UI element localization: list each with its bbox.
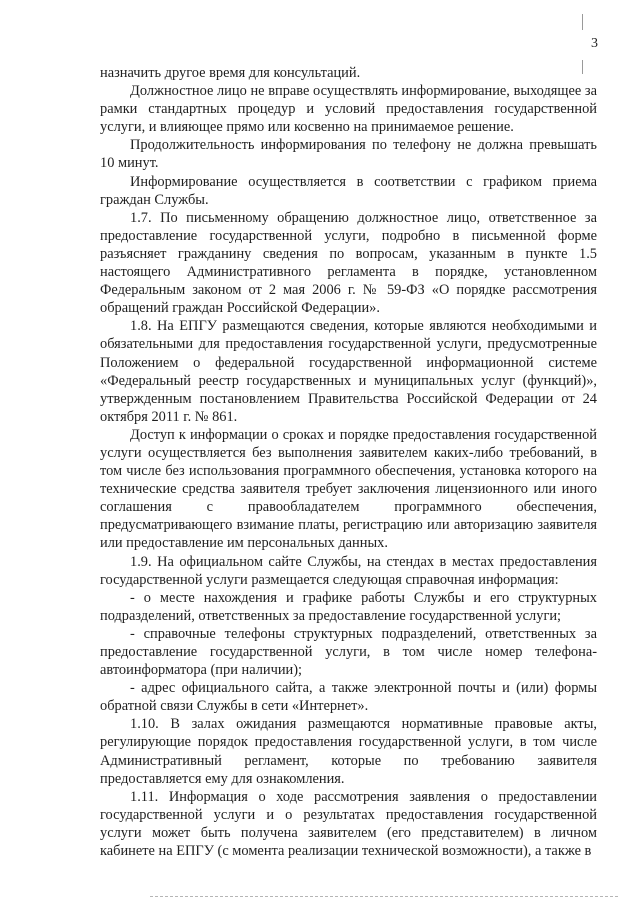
paragraph: Продолжительность информирования по телефону не должна превышать 10 минут.	[100, 137, 597, 172]
paragraph-continuation: назначить другое время для консультаций.	[100, 65, 361, 81]
scan-edge-mark	[582, 14, 583, 30]
page-number: 3	[591, 36, 598, 51]
scan-artifact-line	[150, 896, 618, 898]
clause-1-11: 1.11. Информация о ходе рассмотрения заявления о предоставлении государственной услуги и о результатах предоставления государственной услуги может быть получена заявителем (его представителем) в личном кабинете на ЕПГУ (с момента реализации технической возможности), а также в	[100, 788, 597, 860]
paragraph: Доступ к информации о сроках и порядке предоставления государственной услуги осуществляется без выполнения заявителем каких-либо требований, в том числе без использования программного обеспечения, установка которого на технические средства заявителя требует заключения лицензионного или иного соглашения с правообладателем программного обеспечения, предусматривающего взимание платы, регистрацию или авторизацию заявителя или предоставление им персональных данных.	[100, 426, 597, 552]
list-item: - о месте нахождения и графике работы Службы и его структурных подразделений, ответственных за предоставление государственной услуги;	[100, 589, 597, 624]
clause-1-8: 1.8. На ЕПГУ размещаются сведения, которые являются необходимыми и обязательными для предоставления государственной услуги, предусмотренные Положением о федеральной государственной информационной системе «Федеральный реестр государственных и муниципальных услуг (функций)», утвержденным постановлением Правительства Российской Федерации от 24 октября 2011 г. № 861.	[100, 318, 597, 425]
clause-1-10: 1.10. В залах ожидания размещаются нормативные правовые акты, регулирующие порядок предоставления государственной услуги, в том числе Административный регламент, которые по требованию заявителя предоставляется ему для ознакомления.	[100, 716, 597, 787]
list-item: - адрес официального сайта, а также электронной почты и (или) формы обратной связи Службы в сети «Интернет».	[100, 680, 597, 715]
clause-1-9: 1.9. На официальном сайте Службы, на стендах в местах предоставления государственной услуги размещается следующая справочная информация:	[100, 553, 597, 588]
paragraph: Должностное лицо не вправе осуществлять информирование, выходящее за рамки стандартных процедур и условий предоставления государственной услуги, и влияющее прямо или косвенно на принимаемое решение.	[100, 83, 597, 136]
clause-1-7: 1.7. По письменному обращению должностное лицо, ответственное за предоставление государственной услуги, подробно в письменной форме разъясняет гражданину сведения по вопросам, указанным в пункте 1.5 настоящего Административного регламента в порядке, установленном Федеральным законом от 2 мая 2006 г. № 59-ФЗ «О порядке рассмотрения обращений граждан Российской Федерации».	[100, 209, 597, 317]
list-item: - справочные телефоны структурных подразделений, ответственных за предоставление государственной услуги, в том числе номер телефона-автоинформатора (при наличии);	[100, 625, 597, 679]
paragraph: Информирование осуществляется в соответствии с графиком приема граждан Службы.	[100, 173, 597, 208]
document-body	[100, 64, 597, 860]
